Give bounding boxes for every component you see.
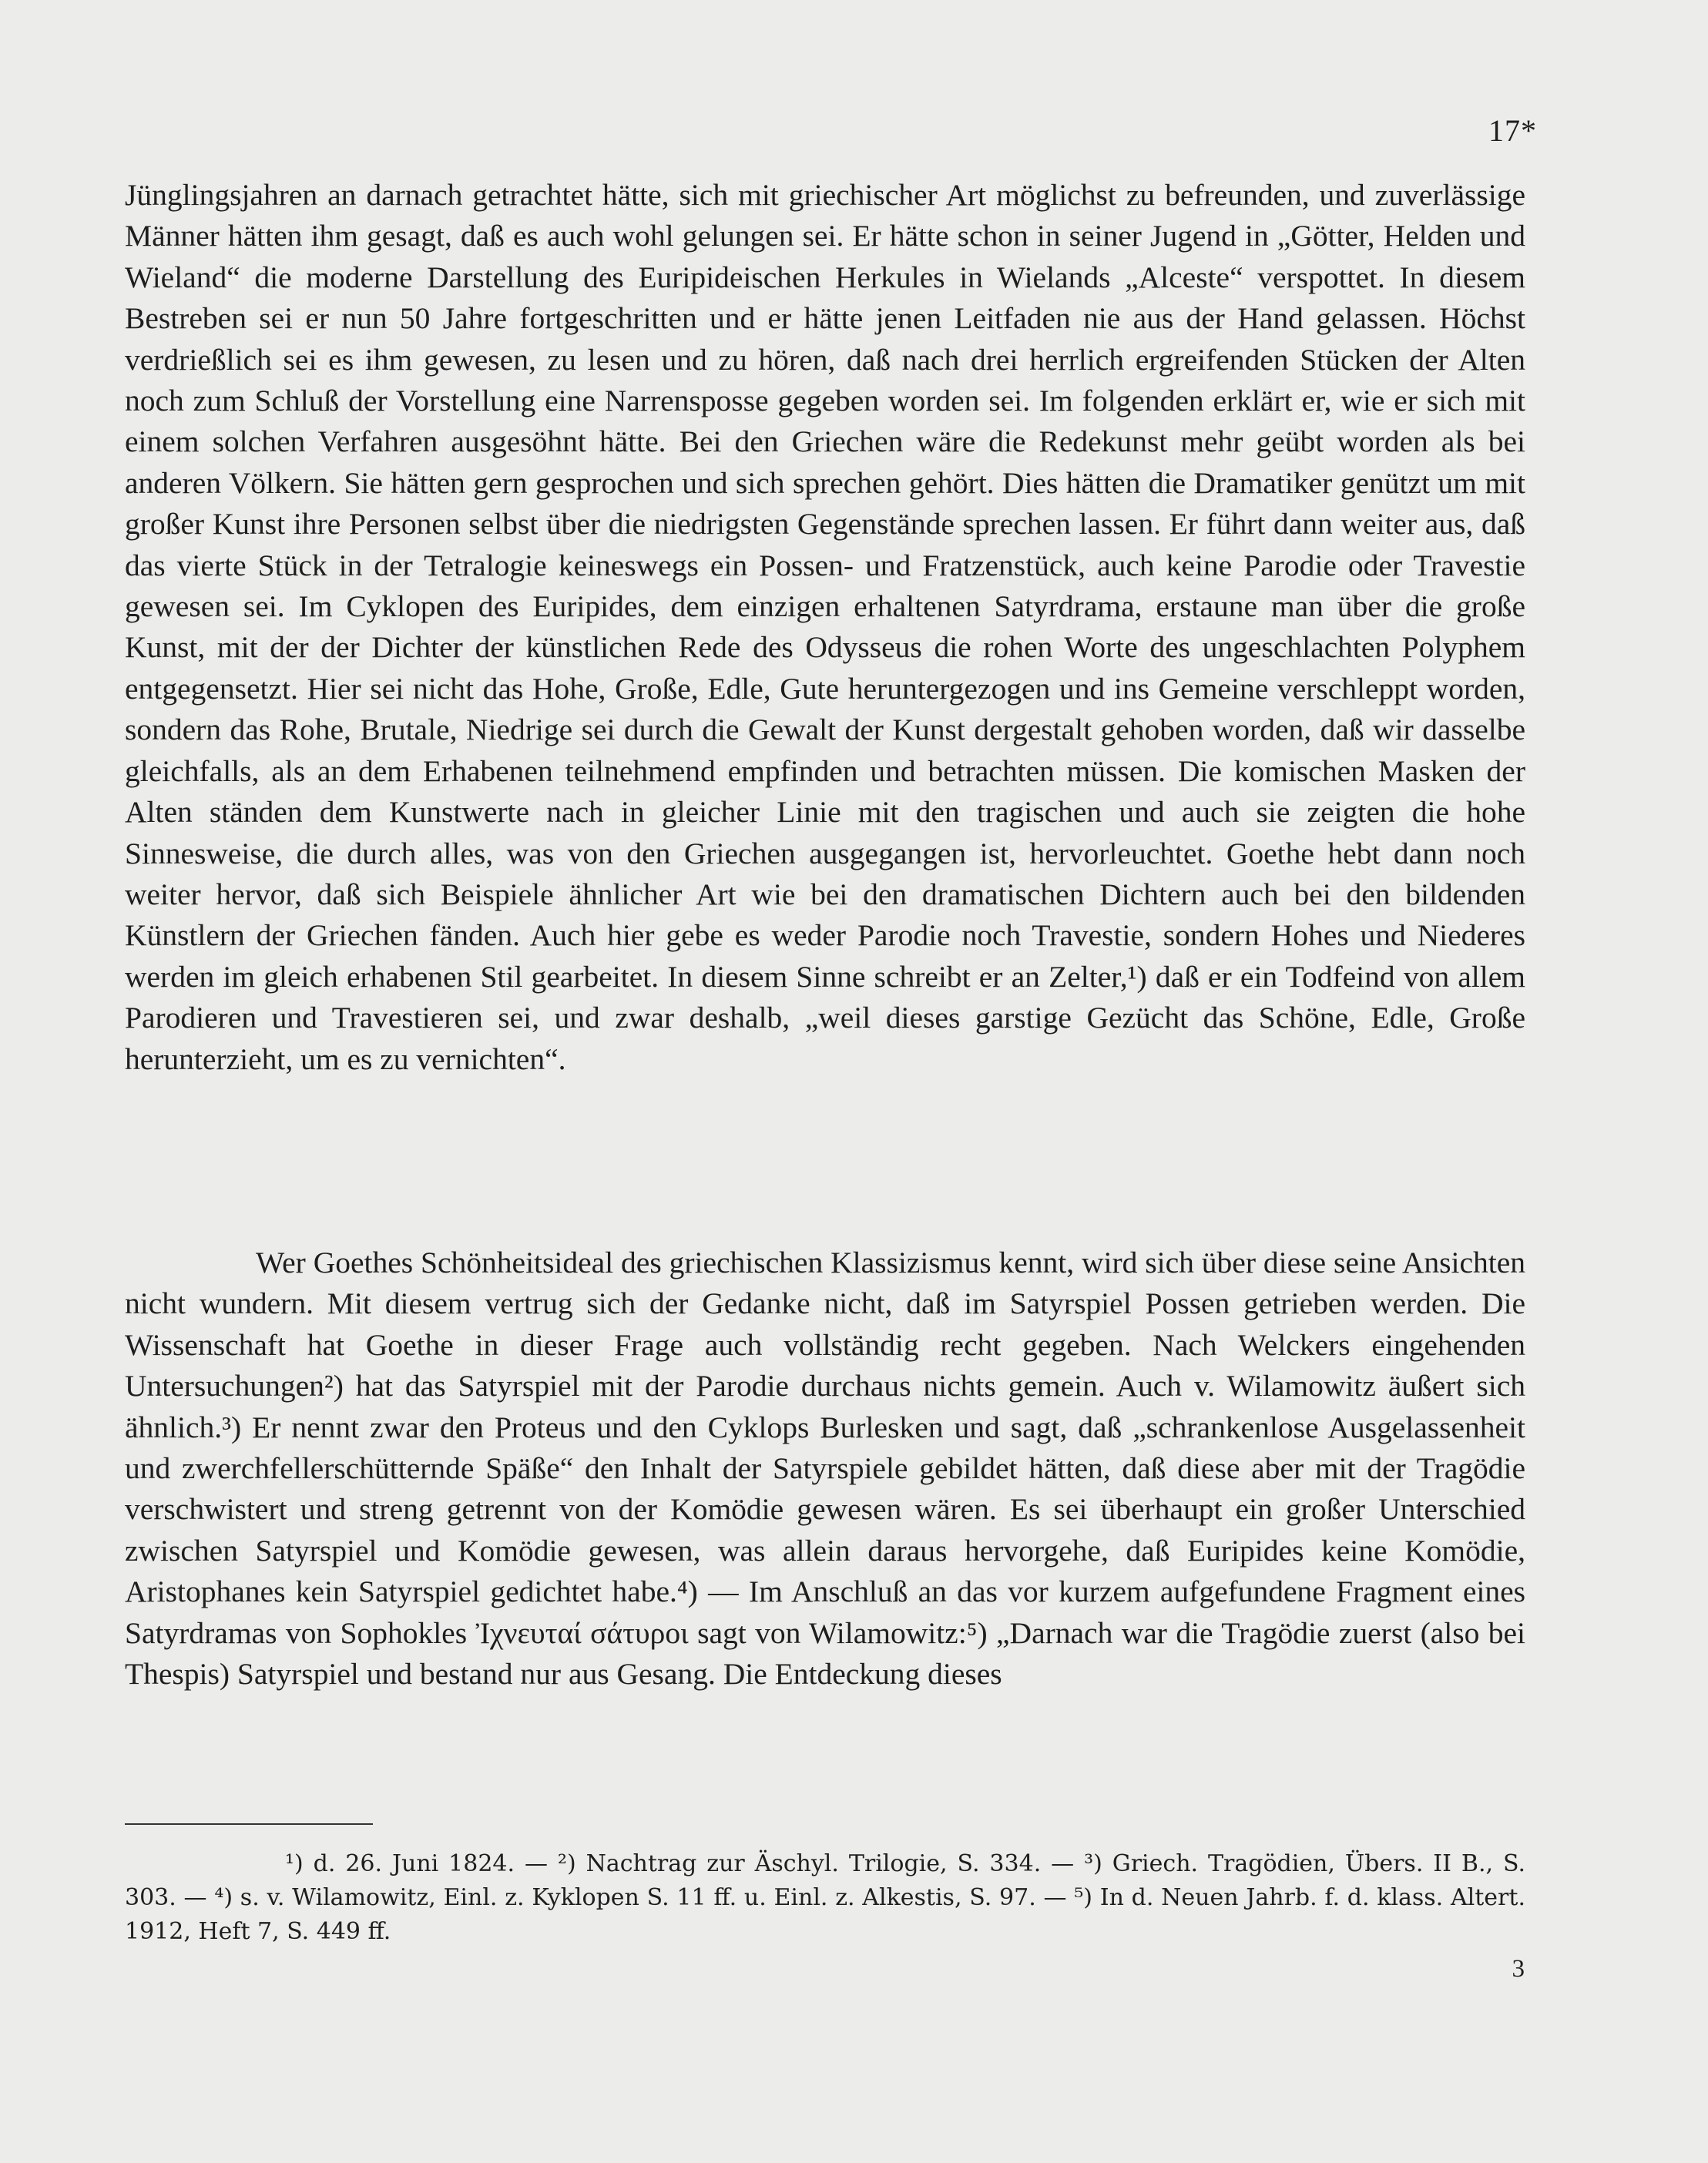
paragraph-text: Jünglingsjahren an darnach getrachtet hätte, sich mit griechischer Art möglichst zu befreunden, und zuverlässige Männer hätten ihm gesagt, daß es auch wohl gelungen sei. Er hätte schon in seiner Jugend in „Götter, Helden und Wieland“ die moderne Darstellung des Euripideischen Herkules in Wielands „Alceste“ verspottet. In diesem Bestreben sei er nun 50 Jahre fortgeschritten und er hätte jenen Leitfaden nie aus der Hand gelassen. Höchst verdrießlich sei es ihm gewesen, zu lesen und zu hören, daß nach drei herrlich ergreifenden Stücken der Alten noch zum Schluß der Vorstellung eine Narrensposse gegeben worden sei. Im folgenden erklärt er, wie er sich mit einem solchen Verfahren ausgesöhnt hätte. Bei den Griechen wäre die Redekunst mehr geübt worden als bei anderen Völkern. Sie hätten gern gesprochen und sich sprechen gehört. Dies hätten die Dramatiker genützt um mit großer Kunst ihre Personen selbst über die niedrigsten Gegenstände sprechen lassen. Er führt dann weiter aus, daß das vierte Stück in der Tetralogie keineswegs ein Possen- und Fratzenstück, auch keine Parodie oder Travestie gewesen sei. Im Cyklopen des Euripides, dem einzigen erhaltenen Satyrdrama, erstaune man über die große Kunst, mit der der Dichter der künstlichen Rede des Odysseus die rohen Worte des ungeschlachten Polyphem entgegensetzt. Hier sei nicht das Hohe, Große, Edle, Gute heruntergezogen und ins Gemeine verschleppt worden, sondern das Rohe, Brutale, Niedrige sei durch die Gewalt der Kunst dergestalt gehoben worden, daß wir dasselbe gleichfalls, als an dem Erhabenen teilnehmend empfinden und betrachten müssen. Die komischen Masken der Alten ständen dem Kunstwerte nach in gleicher Linie mit den tragischen und auch sie zeigten die hohe Sinnesweise, die durch alles, was von den Griechen ausgegangen ist, hervorleuchtet. Goethe hebt dann noch weiter hervor, daß sich Beispiele ähnlicher Art wie bei den dramatischen Dichtern auch bei den bildenden Künstlern der Griechen fänden. Auch hier gebe es weder Parodie noch Travestie, sondern Hohes und Niederes werden im gleich erhabenen Stil gearbeitet. In diesem Sinne schreibt er an Zelter,¹) daß er ein Todfeind von allem Parodieren und Travestieren sei, und zwar deshalb, „weil dieses garstige Gezücht das Schöne, Edle, Große herunterzieht, um es zu vernichten“.	[125, 178, 1525, 1076]
footnote-divider	[125, 1823, 373, 1825]
page-number: 17*	[1488, 113, 1537, 148]
footnotes	[125, 1847, 1525, 1949]
signature-mark: 3	[1512, 1955, 1525, 1983]
paragraph-text: Wer Goethes Schönheitsideal des griechischen Klassizismus kennt, wird sich über diese seine Ansichten nicht wundern. Mit diesem vertrug sich der Gedanke nicht, daß im Satyrspiel Possen getrieben werden. Die Wissenschaft hat Goethe in dieser Frage auch vollständig recht gegeben. Nach Welckers eingehenden Untersuchungen²) hat das Satyrspiel mit der Parodie durchaus nichts gemein. Auch v. Wilamowitz äußert sich ähnlich.³) Er nennt zwar den Proteus und den Cyklops Burlesken und sagt, daß „schrankenlose Ausgelassenheit und zwerchfellerschütternde Späße“ den Inhalt der Satyrspiele gebildet hätten, daß diese aber mit der Tragödie verschwistert und streng getrennt von der Komödie gewesen wären. Es sei überhaupt ein großer Unterschied zwischen Satyrspiel und Komödie gewesen, was allein daraus hervorgehe, daß Euripides keine Komödie, Aristophanes kein Satyrspiel gedichtet habe.⁴) — Im Anschluß an das vor kurzem aufgefundene Fragment eines Satyrdramas von Sophokles Ἰχνευταί σάτυροι sagt von Wilamowitz:⁵) „Darnach war die Tragödie zuerst (also bei Thespis) Satyrspiel und bestand nur aus Gesang. Die Entdeckung dieses	[125, 1246, 1525, 1692]
footnotes-text: ¹) d. 26. Juni 1824. — ²) Nachtrag zur Äschyl. Trilogie, S. 334. — ³) Griech. Tragödien, Übers. II B., S. 303. — ⁴) s. v. Wilamowitz, Einl. z. Kyklopen S. 11 ff. u. Einl. z. Alkestis, S. 97. — ⁵) In d. Neuen Jahrb. f. d. klass. Altert. 1912, Heft 7, S. 449 ff.	[125, 1850, 1525, 1945]
paragraph-2	[125, 1242, 1525, 1695]
paragraph-1	[125, 175, 1525, 1080]
